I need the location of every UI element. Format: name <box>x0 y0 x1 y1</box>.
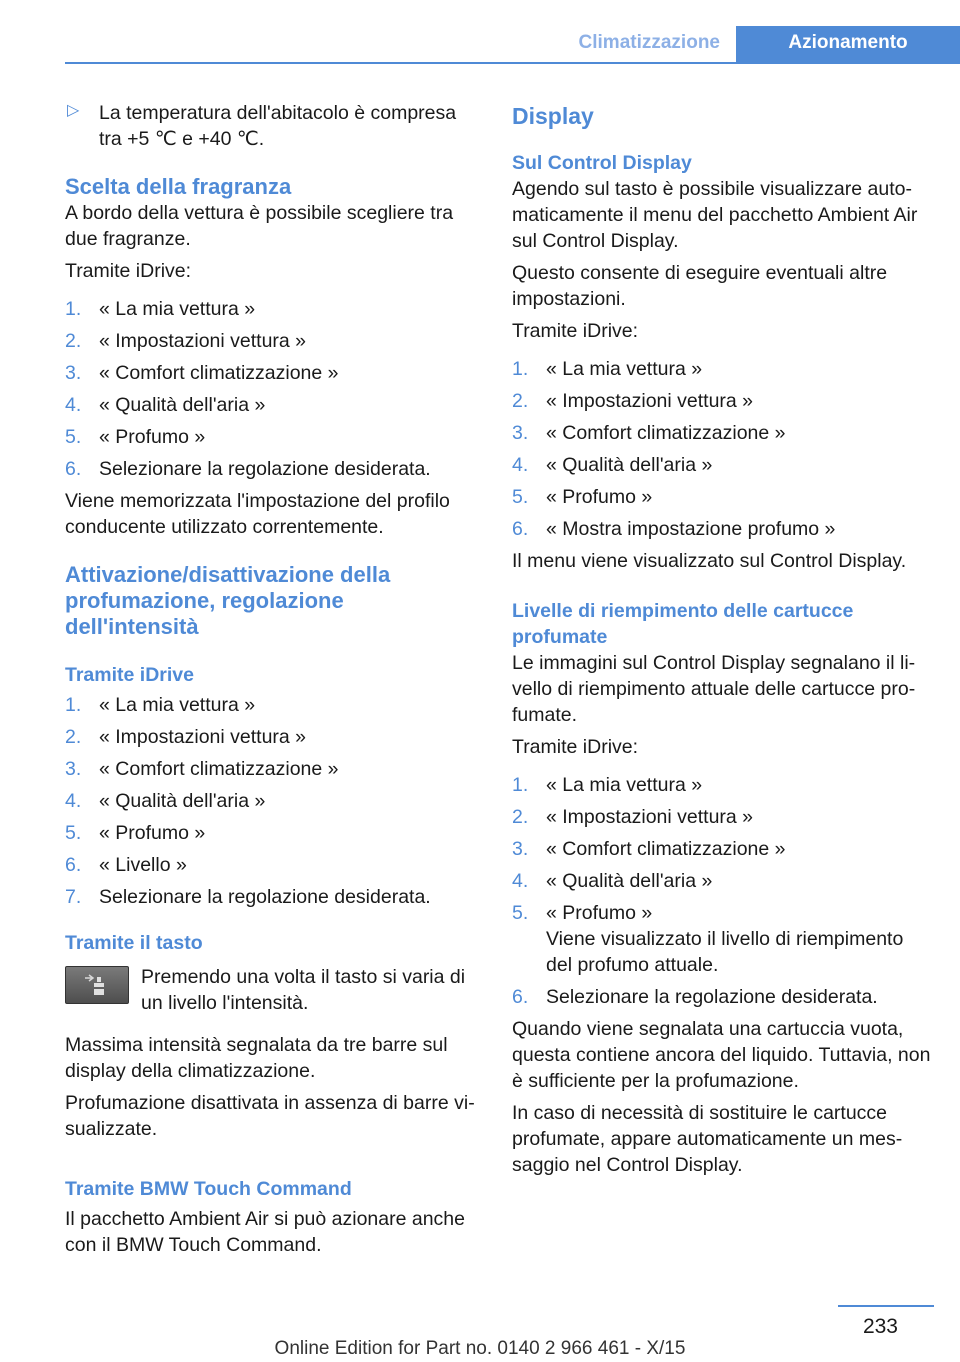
fragrance-note: Viene memorizzata l'impostazione del profilo conducente utilizzato correntemente. <box>65 490 450 538</box>
list-item: 6. Selezionare la regolazione desiderata. <box>65 458 431 480</box>
list-item: 3. « Comfort climatizzazione » <box>512 838 786 860</box>
levels-p3: In caso di necessità di sostituire le cartucce profumate, appare automaticamente un mes-saggio nel Control Display. <box>512 1102 903 1176</box>
fragrance-button-image <box>65 966 129 1004</box>
list-item: 4. « Qualità dell'aria » <box>65 394 266 416</box>
temperature-bullet <box>65 100 483 152</box>
levels-subheading: Livelle di riempimento delle cartucce profumate <box>512 600 854 648</box>
list-item: 5. « Profumo » <box>65 822 206 844</box>
idrive-subheading: Tramite iDrive <box>65 664 194 686</box>
button-subheading: Tramite il tasto <box>65 932 203 954</box>
list-item: 6. Selezionare la regolazione desiderata. <box>512 986 878 1008</box>
fragrance-via: Tramite iDrive: <box>65 260 192 282</box>
levels-p2: Quando viene segnalata una cartuccia vuota, questa contiene ancora del liquido. Tuttavia, non è sufficiente per la profumazione. <box>512 1018 931 1092</box>
levels-p1: Le immagini sul Control Display segnalano il li-vello di riempimento attuale delle cartucce pro-fumate. <box>512 652 916 726</box>
header-section: Climatizzazione <box>578 32 720 53</box>
page-header <box>65 26 960 64</box>
list-item: 2. « Impostazioni vettura » <box>512 806 754 828</box>
footer-rule <box>838 1305 934 1307</box>
list-item: 1. « La mia vettura » <box>65 298 256 320</box>
button-text: Premendo una volta il tasto si varia di un livello l'intensità. <box>141 966 466 1014</box>
touch-text: Il pacchetto Ambient Air si può azionare anche con il BMW Touch Command. <box>65 1208 465 1256</box>
list-item: 4. « Qualità dell'aria » <box>512 454 713 476</box>
list-item: 4. « Qualità dell'aria » <box>512 870 713 892</box>
fragrance-steps <box>65 296 483 482</box>
fragrance-heading: Scelta della fragranza <box>65 174 292 199</box>
header-active-tab: Azionamento <box>736 26 960 62</box>
right-column <box>512 100 932 1178</box>
max-intensity-text: Massima intensità segnalata da tre barre sul display della climatizzazione. <box>65 1034 448 1082</box>
control-p1: Agendo sul tasto è possibile visualizzare auto-maticamente il menu del pacchetto Ambient Air sul Control Display. <box>512 178 918 252</box>
control-steps <box>512 356 932 542</box>
list-item: 2. « Impostazioni vettura » <box>65 330 307 352</box>
edition-text: Online Edition for Part no. 0140 2 966 461 - X/15 <box>274 1338 686 1359</box>
activation-steps <box>65 692 483 910</box>
list-item: 5. « Profumo » Viene visualizzato il livello di riempimento del profumo attuale. <box>512 902 904 976</box>
list-item: 6. « Livello » <box>65 854 187 876</box>
list-item: 2. « Impostazioni vettura » <box>512 390 754 412</box>
list-item: 5. « Profumo » <box>512 486 653 508</box>
control-via: Tramite iDrive: <box>512 320 639 342</box>
fragrance-intro: A bordo della vettura è possibile scegliere tra due fragranze. <box>65 202 454 250</box>
list-item: 3. « Comfort climatizzazione » <box>65 758 339 780</box>
levels-steps <box>512 772 932 1010</box>
list-item: 4. « Qualità dell'aria » <box>65 790 266 812</box>
control-note: Il menu viene visualizzato sul Control Display. <box>512 550 907 572</box>
control-display-subheading: Sul Control Display <box>512 152 692 174</box>
list-item: 3. « Comfort climatizzazione » <box>65 362 339 384</box>
triangle-bullet-icon: ▷ <box>67 102 80 119</box>
list-item: 2. « Impostazioni vettura » <box>65 726 307 748</box>
display-heading: Display <box>512 103 594 129</box>
bullet-text: La temperatura dell'abitacolo è compresa tra +5 ℃ e +40 ℃. <box>99 102 457 150</box>
list-item: 6. « Mostra impostazione profumo » <box>512 518 836 540</box>
touch-subheading: Tramite BMW Touch Command <box>65 1178 352 1200</box>
button-row <box>65 964 483 1028</box>
off-text: Profumazione disattivata in assenza di barre vi-sualizzate. <box>65 1092 475 1140</box>
left-column <box>65 100 483 1258</box>
list-item: 1. « La mia vettura » <box>512 358 703 380</box>
activation-heading: Attivazione/disattivazione della profumazione, regolazione dell'intensità <box>65 562 391 639</box>
levels-via: Tramite iDrive: <box>512 736 639 758</box>
list-item: 1. « La mia vettura » <box>65 694 256 716</box>
list-item: 1. « La mia vettura » <box>512 774 703 796</box>
list-item: 3. « Comfort climatizzazione » <box>512 422 786 444</box>
page-number: 233 <box>862 1315 898 1338</box>
list-item: 7. Selezionare la regolazione desiderata. <box>65 886 431 908</box>
fragrance-icon <box>84 973 110 997</box>
control-p2: Questo consente di eseguire eventuali altre impostazioni. <box>512 262 888 310</box>
list-item: 5. « Profumo » <box>65 426 206 448</box>
